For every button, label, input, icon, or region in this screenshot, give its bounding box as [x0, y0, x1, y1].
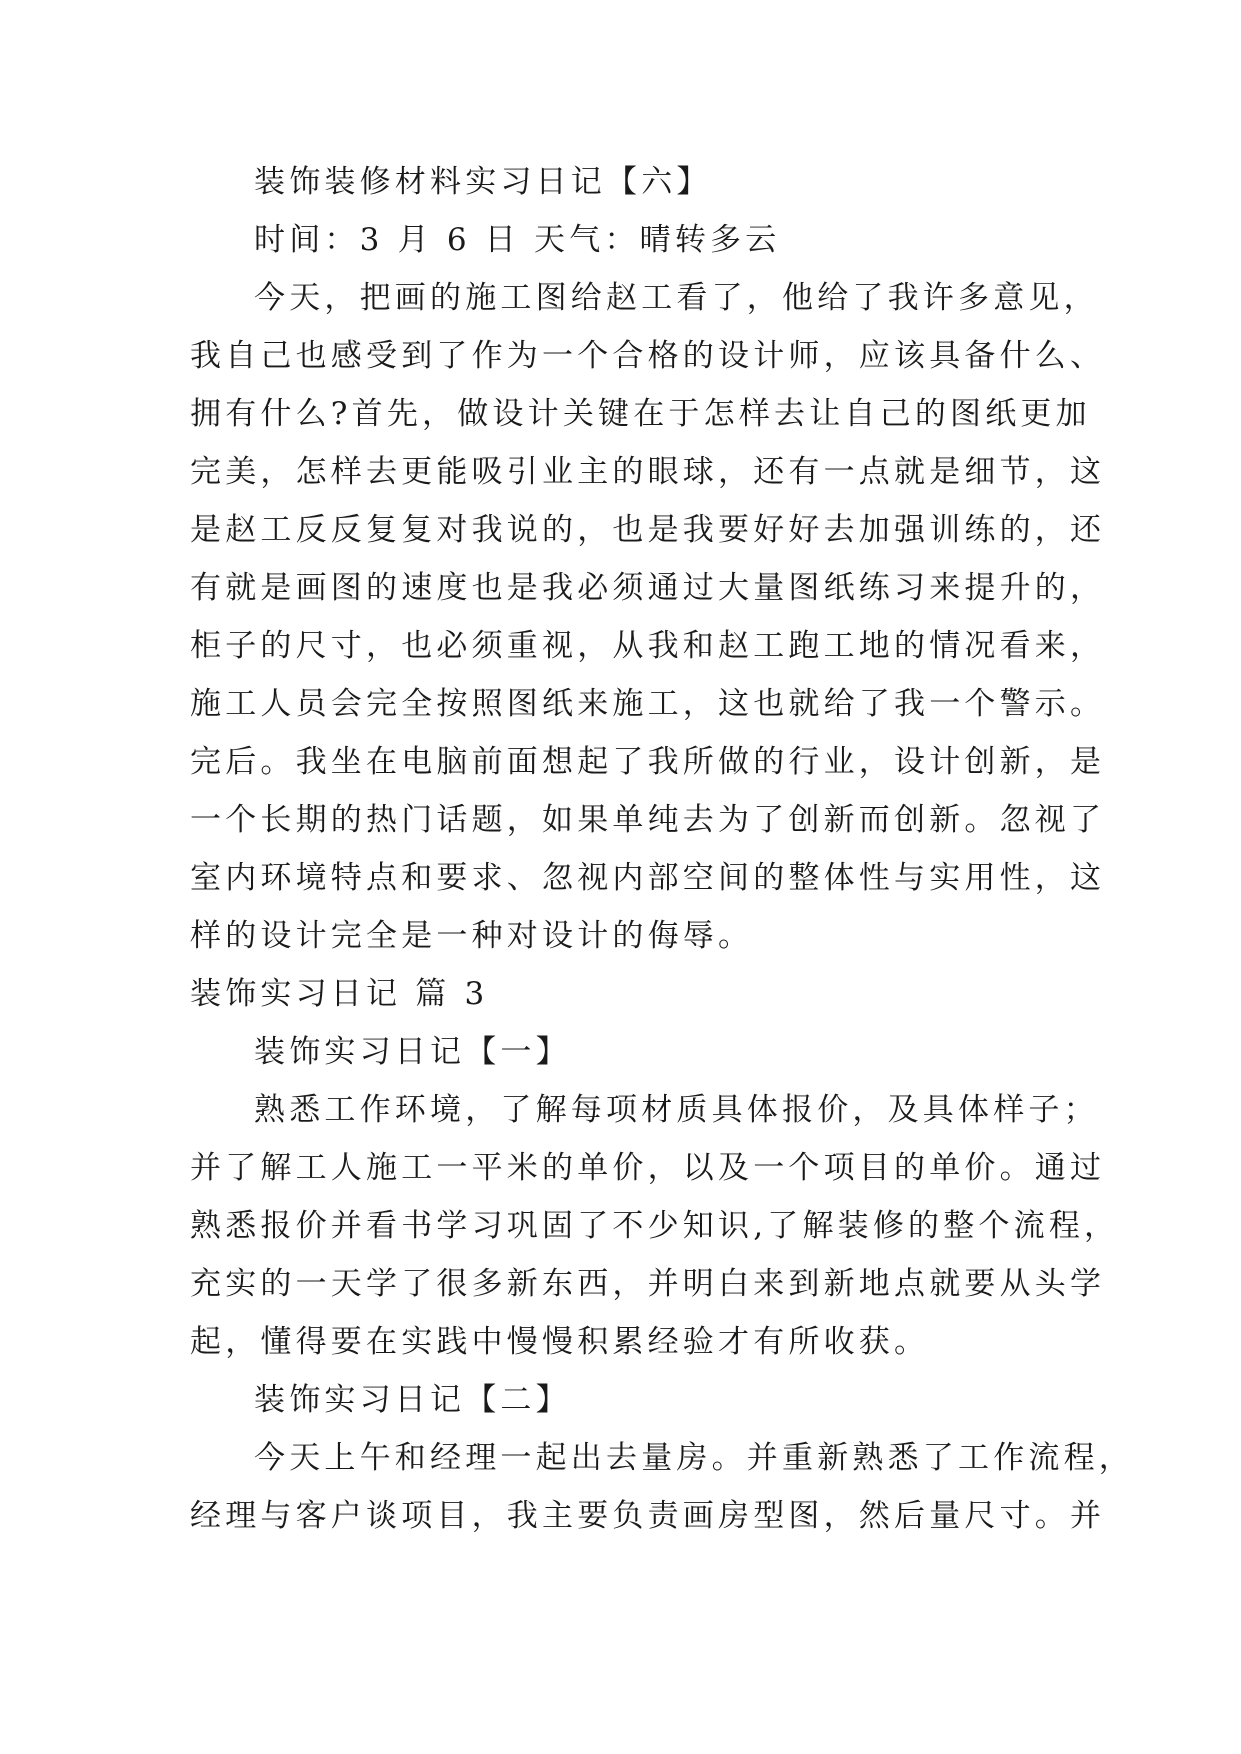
paragraph-line: 完后。我坐在电脑前面想起了我所做的行业，设计创新，是 [190, 744, 1106, 780]
paragraph-line: 熟悉报价并看书学习巩固了不少知识,了解装修的整个流程， [190, 1208, 1120, 1244]
article-heading: 装饰实习日记 篇 3 [190, 976, 489, 1012]
section-heading: 装饰装修材料实习日记【六】 [254, 164, 712, 200]
paragraph-line: 经理与客户谈项目，我主要负责画房型图，然后量尺寸。并 [190, 1498, 1106, 1534]
section-heading: 装饰实习日记【一】 [254, 1034, 571, 1070]
paragraph-line: 施工人员会完全按照图纸来施工，这也就给了我一个警示。 [190, 686, 1106, 722]
paragraph-line: 并了解工人施工一平米的单价，以及一个项目的单价。通过 [190, 1150, 1106, 1186]
paragraph-line: 有就是画图的速度也是我必须通过大量图纸练习来提升的， [190, 570, 1106, 606]
paragraph-line: 完美，怎样去更能吸引业主的眼球，还有一点就是细节，这 [190, 454, 1106, 490]
paragraph-line: 我自己也感受到了作为一个合格的设计师，应该具备什么、 [190, 338, 1106, 374]
paragraph-line: 起，懂得要在实践中慢慢积累经验才有所收获。 [190, 1324, 930, 1360]
paragraph-line: 柜子的尺寸，也必须重视，从我和赵工跑工地的情况看来， [190, 628, 1106, 664]
paragraph-line: 室内环境特点和要求、忽视内部空间的整体性与实用性，这 [190, 860, 1106, 896]
date-weather-line: 时间：3 月 6 日 天气：晴转多云 [254, 222, 781, 258]
paragraph-line: 样的设计完全是一种对设计的侮辱。 [190, 918, 754, 954]
paragraph-line: 一个长期的热门话题，如果单纯去为了创新而创新。忽视了 [190, 802, 1106, 838]
paragraph-line: 今天，把画的施工图给赵工看了，他给了我许多意见， [254, 280, 1099, 316]
paragraph-line: 是赵工反反复复对我说的，也是我要好好去加强训练的，还 [190, 512, 1106, 548]
paragraph-line: 今天上午和经理一起出去量房。并重新熟悉了工作流程， [254, 1440, 1134, 1476]
section-heading: 装饰实习日记【二】 [254, 1382, 571, 1418]
paragraph-line: 熟悉工作环境，了解每项材质具体报价，及具体样子； [254, 1092, 1099, 1128]
paragraph-line: 充实的一天学了很多新东西，并明白来到新地点就要从头学 [190, 1266, 1106, 1302]
paragraph-line: 拥有什么?首先，做设计关键在于怎样去让自己的图纸更加 [190, 396, 1091, 432]
